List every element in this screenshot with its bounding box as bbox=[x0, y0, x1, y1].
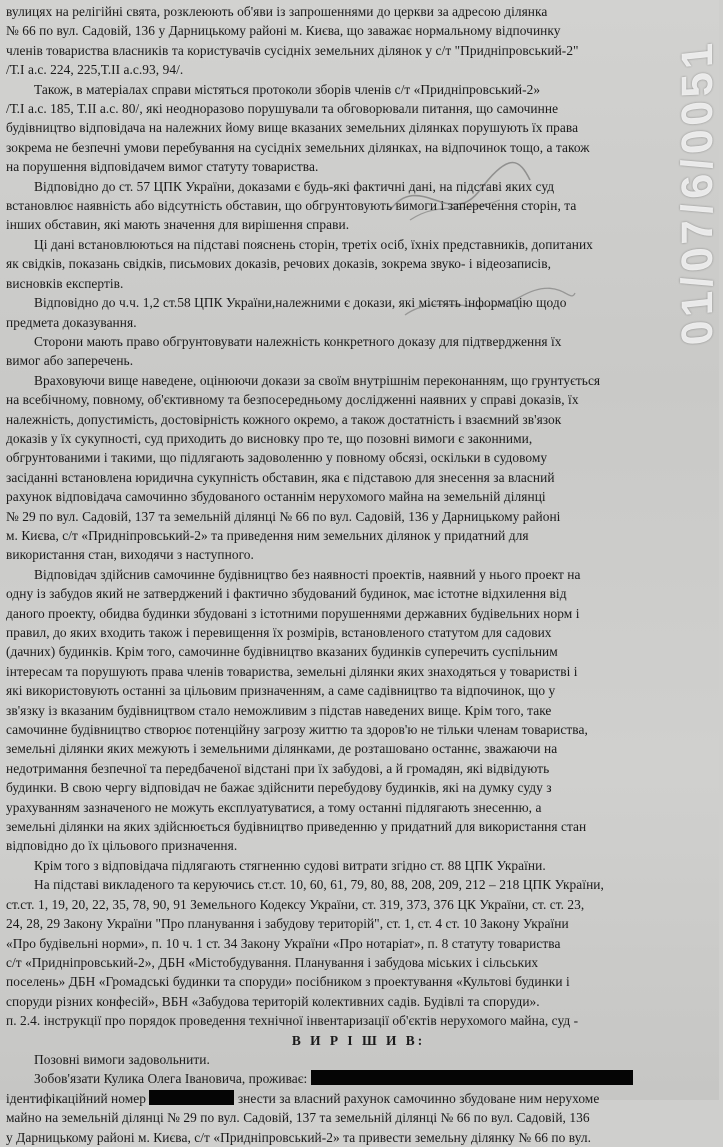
body-line: членів товариства власників та користувачів сусідніх земельних ділянок у с/т "Придніпровський-2" bbox=[6, 42, 579, 58]
body-line: які використовують останні за цільовим призначенням, а саме садівництво та відпочинок, що у bbox=[6, 683, 556, 699]
body-line: відповідно до їх цільового призначення. bbox=[6, 838, 238, 854]
body-line: Також, в матеріалах справи містяться протоколи зборів членів с/т «Придніпровський-2» bbox=[34, 81, 541, 97]
decision-line-3-text: знести за власний рахунок самочинно збудоване ним нерухоме bbox=[237, 1090, 600, 1106]
body-line: вимог або заперечень. bbox=[6, 353, 134, 369]
body-line: недотримання безпечної та передбаченої відстані при їх забудові, а й громадян, які відвідують bbox=[6, 760, 550, 776]
body-line: урахуванням зазначеного не можуть експлуатуватися, а тому останні підлягають знесенню, а bbox=[6, 799, 542, 815]
body-line: інтересам та порушують права членів товариства, земельні ділянки яких знаходяться у товаристві і bbox=[6, 663, 578, 679]
decision-line-2-text: Зобов'язати Кулика Олега Івановича, проживає: bbox=[34, 1071, 308, 1087]
body-line: використання стан, виходячи з наступного. bbox=[6, 547, 254, 563]
body-line: поселень» ДБН «Громадські будинки та споруди» посібником з проектування «Культові будинки і bbox=[6, 974, 570, 990]
body-line: на всебічному, повному, об'єктивному та безпосередньому дослідженні наявних у справі доказів, їх bbox=[6, 392, 579, 408]
body-line: будинки. В свою чергу відповідач не бажає здійснити перебудову будинків, які на думку суду з bbox=[6, 780, 552, 796]
body-line: інших обставин, які мають значення для вирішення справи. bbox=[6, 217, 350, 233]
body-line: рахунок відповідача самочинно збудованого останнім нерухомого майна на земельній ділянці bbox=[6, 489, 546, 505]
body-line: предмета доказування. bbox=[6, 314, 137, 330]
redacted-address bbox=[311, 1070, 633, 1085]
decision-heading-row bbox=[6, 1031, 711, 1050]
page-stamp-text: 01/07/6/0051 bbox=[673, 37, 722, 348]
decision-line-2 bbox=[6, 1069, 711, 1088]
body-line: доказів у їх сукупності, суд приходить до висновку про те, що позовні вимоги є законними, bbox=[6, 430, 533, 446]
body-line: Враховуючи вище наведене, оцінюючи докази за своїм внутрішнім переконанням, що грунтується bbox=[34, 372, 601, 388]
decision-line-3-label: ідентифікаційний номер bbox=[6, 1090, 147, 1106]
body-line: як свідків, показань свідків, письмових доказів, речових доказів, зокрема звуко- і відеозаписів, bbox=[6, 256, 551, 272]
redacted-id-number bbox=[149, 1090, 234, 1105]
decision-heading: В И Р І Ш И В: bbox=[291, 1032, 426, 1048]
body-line: вулицях на релігійні свята, розклеюють об'яви із запрошеннями до церкви за адресою ділянка bbox=[6, 4, 548, 19]
body-line: належність, допустимість, достовірність кожного окремо, а також достатність і взаємний зв'язок bbox=[6, 411, 562, 427]
page-stamp bbox=[673, 37, 723, 348]
body-line: даного проекту, обидва будинки збудовані з істотними порушеннями державних будівельних норм і bbox=[6, 605, 580, 621]
body-line: самочинне будівництво створює потенційну загрозу життю та здоров'ю не тільки членам товариства, bbox=[6, 722, 588, 738]
body-line: будівництво відповідача на належних йому вище вказаних земельних ділянках порушують їх права bbox=[6, 120, 579, 136]
body-line: (дачних) будинків. Крім того, самочинне будівництво вказаних будинків суперечить суспільним bbox=[6, 644, 558, 660]
body-line: п. 2.4. інструкції про порядок проведення технічної інвентаризації об'єктів нерухомого майна, суд - bbox=[6, 1013, 579, 1029]
body-line: с/т «Придніпровський-2», ДБН «Містобудування. Планування і забудова міських і сільських bbox=[6, 954, 539, 970]
body-line: обгрунтованими і такими, що підлягають задоволенню у повному обсязі, оскільки в судовому bbox=[6, 450, 548, 466]
body-line: зокрема не безпечні умови перебування на сусідніх земельних ділянках, на відпочинок тощо, а також bbox=[6, 139, 590, 155]
body-line: земельні ділянки на яких здійснюється будівництво приведенню у придатний для використання стан bbox=[6, 819, 587, 835]
decision-line-3 bbox=[6, 1089, 711, 1108]
body-line: Крім того з відповідача підлягають стягненню судові витрати згідно ст. 88 ЦПК України. bbox=[34, 857, 546, 873]
body-line: правил, до яких входить також і перевищення їх розмірів, встановленого статутом для садових bbox=[6, 625, 552, 640]
body-line: № 66 по вул. Садовій, 136 у Дарницькому районі м. Києва, що заважає нормальному відпочинку bbox=[6, 23, 561, 39]
body-line: Сторони мають право обгрунтовувати належність конкретного доказу для підтвердження їх bbox=[34, 333, 562, 349]
body-line: встановлює наявність або відсутність обставин, що обгрунтовують вимоги і заперечення сторін, та bbox=[6, 198, 577, 214]
body-line: /Т.І а.с. 185, Т.ІІ а.с. 80/, які неодноразово порушували та обговорювали питання, що самочинне bbox=[6, 101, 559, 117]
body-line: одну із забудов який не затверджений і фактично збудований будинок, має істотне відхилення від bbox=[6, 586, 567, 602]
body-line: висновків експертів. bbox=[6, 275, 124, 291]
body-line: на порушення відповідачем вимог статуту товариства. bbox=[6, 159, 319, 175]
body-line: ст.ст. 1, 19, 20, 22, 35, 78, 90, 91 Земельного Кодексу України, ст. 319, 373, 376 ЦК України, ст. ст. 23, bbox=[6, 896, 585, 912]
decision-body bbox=[6, 1050, 711, 1147]
body-line: м. Києва, с/т «Придніпровський-2» та приведення ним земельних ділянок у придатний для bbox=[6, 527, 529, 543]
body-line: «Про будівельні норми», п. 10 ч. 1 ст. 34 Закону України «Про нотаріат», п. 8 статуту товариства bbox=[6, 935, 561, 951]
decision-line-4: майно на земельній ділянці № 29 по вул. Садовій, 137 та земельній ділянці № 66 по вул. Садовій, 136 bbox=[6, 1110, 590, 1126]
document-body bbox=[6, 2, 711, 1031]
body-line: Ці дані встановлюються на підставі пояснень сторін, третіх осіб, їхніх представників, допитаних bbox=[34, 236, 593, 252]
body-line: Відповідач здійснив самочинне будівництво без наявності проектів, наявний у нього проект на bbox=[34, 566, 581, 582]
body-line: споруди різних конфесій», ВБН «Забудова територій колективних садів. Будівлі та споруди». bbox=[6, 993, 540, 1009]
body-line: Відповідно до ст. 57 ЦПК України, доказами є будь-які фактичні дані, на підставі яких суд bbox=[34, 178, 555, 194]
body-line: земельні ділянки яких межують і земельними ділянками, де розташовано останнє, зважаючи на bbox=[6, 741, 558, 757]
body-line: Відповідно до ч.ч. 1,2 ст.58 ЦПК України,належними є докази, які містять інформацію щодо bbox=[34, 295, 567, 311]
body-line: /Т.І а.с. 224, 225,Т.ІІ а.с.93, 94/. bbox=[6, 62, 184, 78]
body-line: На підставі викладеного та керуючись ст.ст. 10, 60, 61, 79, 80, 88, 208, 209, 212 – 218 ЦПК України, bbox=[34, 877, 604, 893]
body-line: зв'язку із вказаним будівництвом стало неможливим з підстав наведених вище. Крім того, таке bbox=[6, 702, 552, 718]
decision-line-5: у Дарницькому районі м. Києва, с/т «Придніпровський-2» та привести земельну ділянку № 66 по вул. bbox=[6, 1129, 591, 1145]
decision-line-1: Позовні вимоги задовольнити. bbox=[34, 1051, 210, 1067]
body-line: засіданні встановлена юридична сукупність обставин, яка є підставою для знесення за власний bbox=[6, 469, 555, 485]
body-line: № 29 по вул. Садовій, 137 та земельній ділянці № 66 по вул. Садовій, 136 у Дарницькому районі bbox=[6, 508, 561, 524]
body-line: 24, 28, 29 Закону України "Про планування і забудову територій", ст. 1, ст. 4 ст. 10 Закону України bbox=[6, 916, 569, 932]
